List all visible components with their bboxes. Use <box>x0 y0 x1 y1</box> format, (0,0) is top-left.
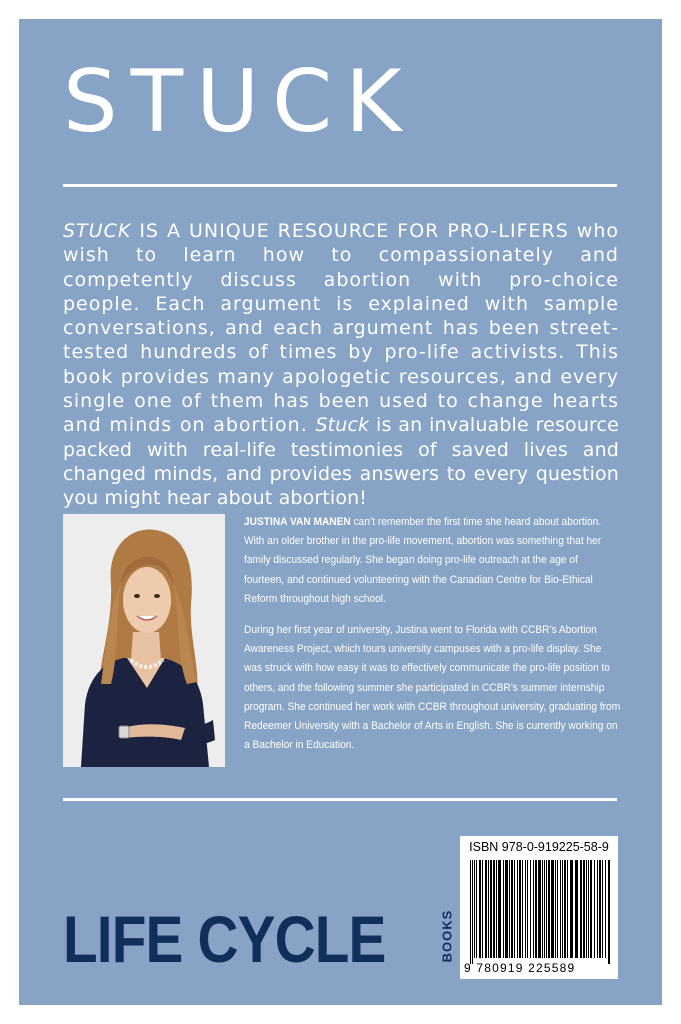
barcode-bar <box>535 860 537 958</box>
back-cover <box>19 19 662 1005</box>
barcode-bars <box>460 836 618 979</box>
barcode-bar <box>594 860 595 958</box>
barcode-bar <box>485 860 487 958</box>
barcode-bar <box>580 860 582 958</box>
barcode-bar <box>555 860 556 958</box>
barcode-bar <box>570 860 573 958</box>
top-divider <box>63 184 617 187</box>
bio-text-1: can’t remember the first time she heard about abortion. With an older brother in the pro-life movement, abortion was something that her family discussed regularly. She began doing pro-life outreach at the age of fourteen, and continued volunteering with the Canadian Centre for Bio-Ethical Reform throughout high school. <box>244 516 602 605</box>
barcode-bar <box>522 860 523 958</box>
book-title: STUCK <box>63 52 415 152</box>
barcode-bar <box>511 860 513 958</box>
author-name: JUSTINA VAN MANEN <box>244 516 351 528</box>
isbn-label: ISBN 978-0-919225-58-9 <box>469 840 609 854</box>
barcode-bar <box>517 860 518 958</box>
barcode-bar <box>470 860 471 964</box>
barcode-bar <box>608 860 610 964</box>
barcode-bar <box>482 860 483 958</box>
barcode-bar <box>599 860 601 958</box>
barcode-bar <box>548 860 550 958</box>
barcode-bar <box>551 860 554 958</box>
author-photo <box>63 514 225 767</box>
barcode-bar <box>496 860 497 958</box>
blurb-text-end: is an invaluable resource packed with real-life testimonies of saved lives and changed minds, and provides answers to every question you might hear about abortion! <box>63 414 619 510</box>
book-blurb <box>63 219 619 511</box>
barcode-bar <box>525 860 526 958</box>
barcode-bar <box>560 860 561 958</box>
barcode-bar <box>590 860 592 958</box>
barcode-bar <box>527 860 528 958</box>
bottom-divider <box>63 798 617 801</box>
barcode-bar <box>583 860 585 958</box>
blurb-title-italic-2: Stuck <box>315 414 370 437</box>
author-portrait-illustration <box>63 514 225 767</box>
barcode-box <box>460 836 618 979</box>
barcode-bar <box>588 860 589 958</box>
barcode-digits: 9 780919 225589 <box>464 961 576 975</box>
barcode-bar <box>509 860 510 958</box>
barcode-bar <box>479 860 481 958</box>
barcode-bar <box>519 860 521 958</box>
author-bio-paragraph-2: During her first year of university, Justina went to Florida with CCBR’s Abortion Awareness Project, which tours university campuses with a pro-life display. She was struck with how easy it was to effectively communicate the pro-life position to others, and the following summer she participated in CCBR’s summer internship program. She continued her work with CCBR throughout university, graduating from Redeemer University with a Bachelor of Arts in English. She is currently working on a Bachelor in Education. <box>244 624 621 752</box>
blurb-title-italic: STUCK <box>63 220 132 242</box>
barcode-bar <box>542 860 543 958</box>
barcode-bar <box>586 860 587 958</box>
publisher-name: LIFE CYCLE <box>63 902 386 976</box>
barcode-bar <box>557 860 558 958</box>
barcode-bar <box>476 860 477 958</box>
barcode-bar <box>503 860 504 958</box>
barcode-bar <box>564 860 566 958</box>
barcode-bar <box>538 860 541 958</box>
barcode-bar <box>530 860 531 958</box>
barcode-bar <box>605 860 606 958</box>
barcode-bar <box>597 860 598 958</box>
barcode-bar <box>602 860 603 958</box>
barcode-bar <box>493 860 495 958</box>
author-bio <box>244 513 621 767</box>
barcode-bar <box>490 860 492 958</box>
barcode-bar <box>514 860 515 958</box>
barcode-bar <box>474 860 475 958</box>
publisher-subtitle-box <box>435 902 459 970</box>
barcode-bar <box>472 860 473 964</box>
barcode-bar <box>575 860 578 958</box>
barcode-bar <box>546 860 547 958</box>
barcode-bar <box>544 860 545 958</box>
barcode-bar <box>488 860 489 958</box>
author-bio-paragraph-1 <box>244 513 620 609</box>
barcode-bar <box>562 860 563 958</box>
barcode-bar <box>567 860 568 958</box>
barcode-bar <box>498 860 501 958</box>
publisher-logo <box>63 902 455 976</box>
blurb-text: IS A UNIQUE RESOURCE FOR PRO-LIFERS who wish to learn how to compassionately and competently discuss abortion with pro-choice people. Each argument is explained with sample conversations, and each argument has been street-tested hundreds of times by pro-life activists. This book provides many apologetic resources, and every single one of them has been used to change hearts and minds on abortion. <box>63 220 619 437</box>
barcode-bar <box>533 860 534 958</box>
barcode-bar <box>505 860 508 958</box>
publisher-subtitle: BOOKS <box>439 909 455 963</box>
